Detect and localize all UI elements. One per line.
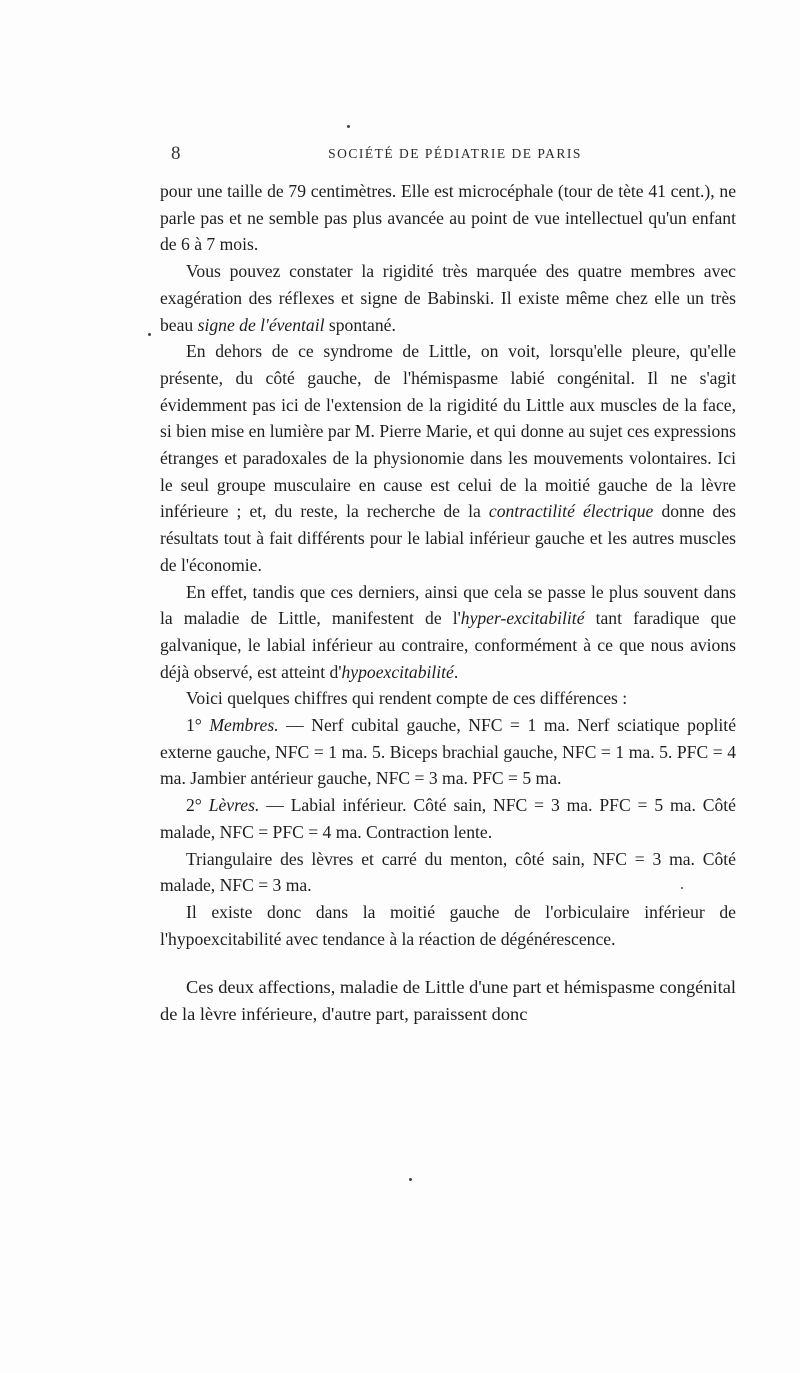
running-title: SOCIÉTÉ DE PÉDIATRIE DE PARIS [328,146,582,161]
page-number: 8 [171,143,181,164]
paragraph-8: Triangulaire des lèvres et carré du menton, côté sain, NFC = 3 ma. Côté malade, NFC = 3 ma. [160,848,736,896]
paragraph-10: Ces deux affections, maladie de Little d'une part et hémispasme congénital de la lèvre inférieure, d'autre part, paraissent donc [160,977,736,1025]
paragraph-membres [160,712,736,792]
text-run: tant faradique que galvanique, le labial inférieur au contraire, conformément à ce que nous avions déjà observé, est atteint d' [160,608,736,682]
paragraph-levres [160,792,736,845]
page-header [168,143,742,167]
italic-term: hypoexcitabilité [341,661,454,682]
ink-speck [148,333,151,336]
paragraph-1: pour une taille de 79 centimètres. Elle est microcéphale (tour de tète 41 cent.), ne parle pas et ne semble pas plus avancée au point de vue intellectuel qu'un enfant de 6 à 7 mois. [160,181,736,255]
text-run: En effet, tandis que ces derniers, ainsi que cela se passe le plus souvent dans la maladie de Little, manifestent de l' [160,581,736,629]
body-text [160,178,736,1028]
text-run: donne des résultats tout à fait différents pour le labial inférieur gauche et les autres muscles de l'économie. [160,501,737,575]
italic-heading: Lèvres. [208,795,260,816]
text-run: — Nerf cubital gauche, NFC = 1 ma. Nerf sciatique poplité externe gauche, NFC = 1 ma. 5. Biceps brachial gauche, NFC = 1 ma. 5. PFC = 4 ma. Jambier antérieur gauche, NFC = 3 ma. PFC = 5 ma. [160,715,737,789]
italic-term: contractilité électrique [488,501,654,522]
paragraph-2 [160,258,736,338]
text-run: . [453,661,459,682]
ink-speck [347,125,350,128]
list-number: 1° [186,715,210,736]
paragraph-5: Voici quelques chiffres qui rendent compte de ces différences : [186,688,628,709]
text-run: En dehors de ce syndrome de Little, on voit, lorsqu'elle pleure, qu'elle présente, du côté gauche, de l'hémispasme labié congénital. Il ne s'agit évidemment pas ici de l'extension de la rigidité du Little aux muscles de la face, si bien mise en lumière par M. Pierre Marie, et qui donne au sujet ces expressions étranges et paradoxales de la physionomie dans les mouvements volontaires. Ici le seul groupe musculaire en cause est celui de la moitié gauche de la lèvre inférieure ; et, du reste, la recherche de la [160,341,736,522]
text-run: spontané. [324,314,396,335]
text-run: Vous pouvez constater la rigidité très marquée des quatre membres avec exagération des réflexes et signe de Babinski. Il existe même chez elle un très beau [160,261,736,335]
italic-heading: Membres. [209,715,279,736]
italic-term: hyper-excitabilité [460,608,585,629]
paragraph-4 [160,579,736,686]
italic-term: signe de l'éventail [197,314,325,335]
ink-speck [409,1178,412,1181]
text-run: — Labial inférieur. Côté sain, NFC = 3 ma. PFC = 5 ma. Côté malade, NFC = PFC = 4 ma. Contraction lente. [160,795,736,842]
ink-speck [681,887,683,889]
list-number: 2° [186,795,209,816]
paragraph-9: Il existe donc dans la moitié gauche de l'orbiculaire inférieur de l'hypoexcitabilité avec tendance à la réaction de dégénérescence. [160,901,736,949]
paragraph-3 [160,338,736,578]
